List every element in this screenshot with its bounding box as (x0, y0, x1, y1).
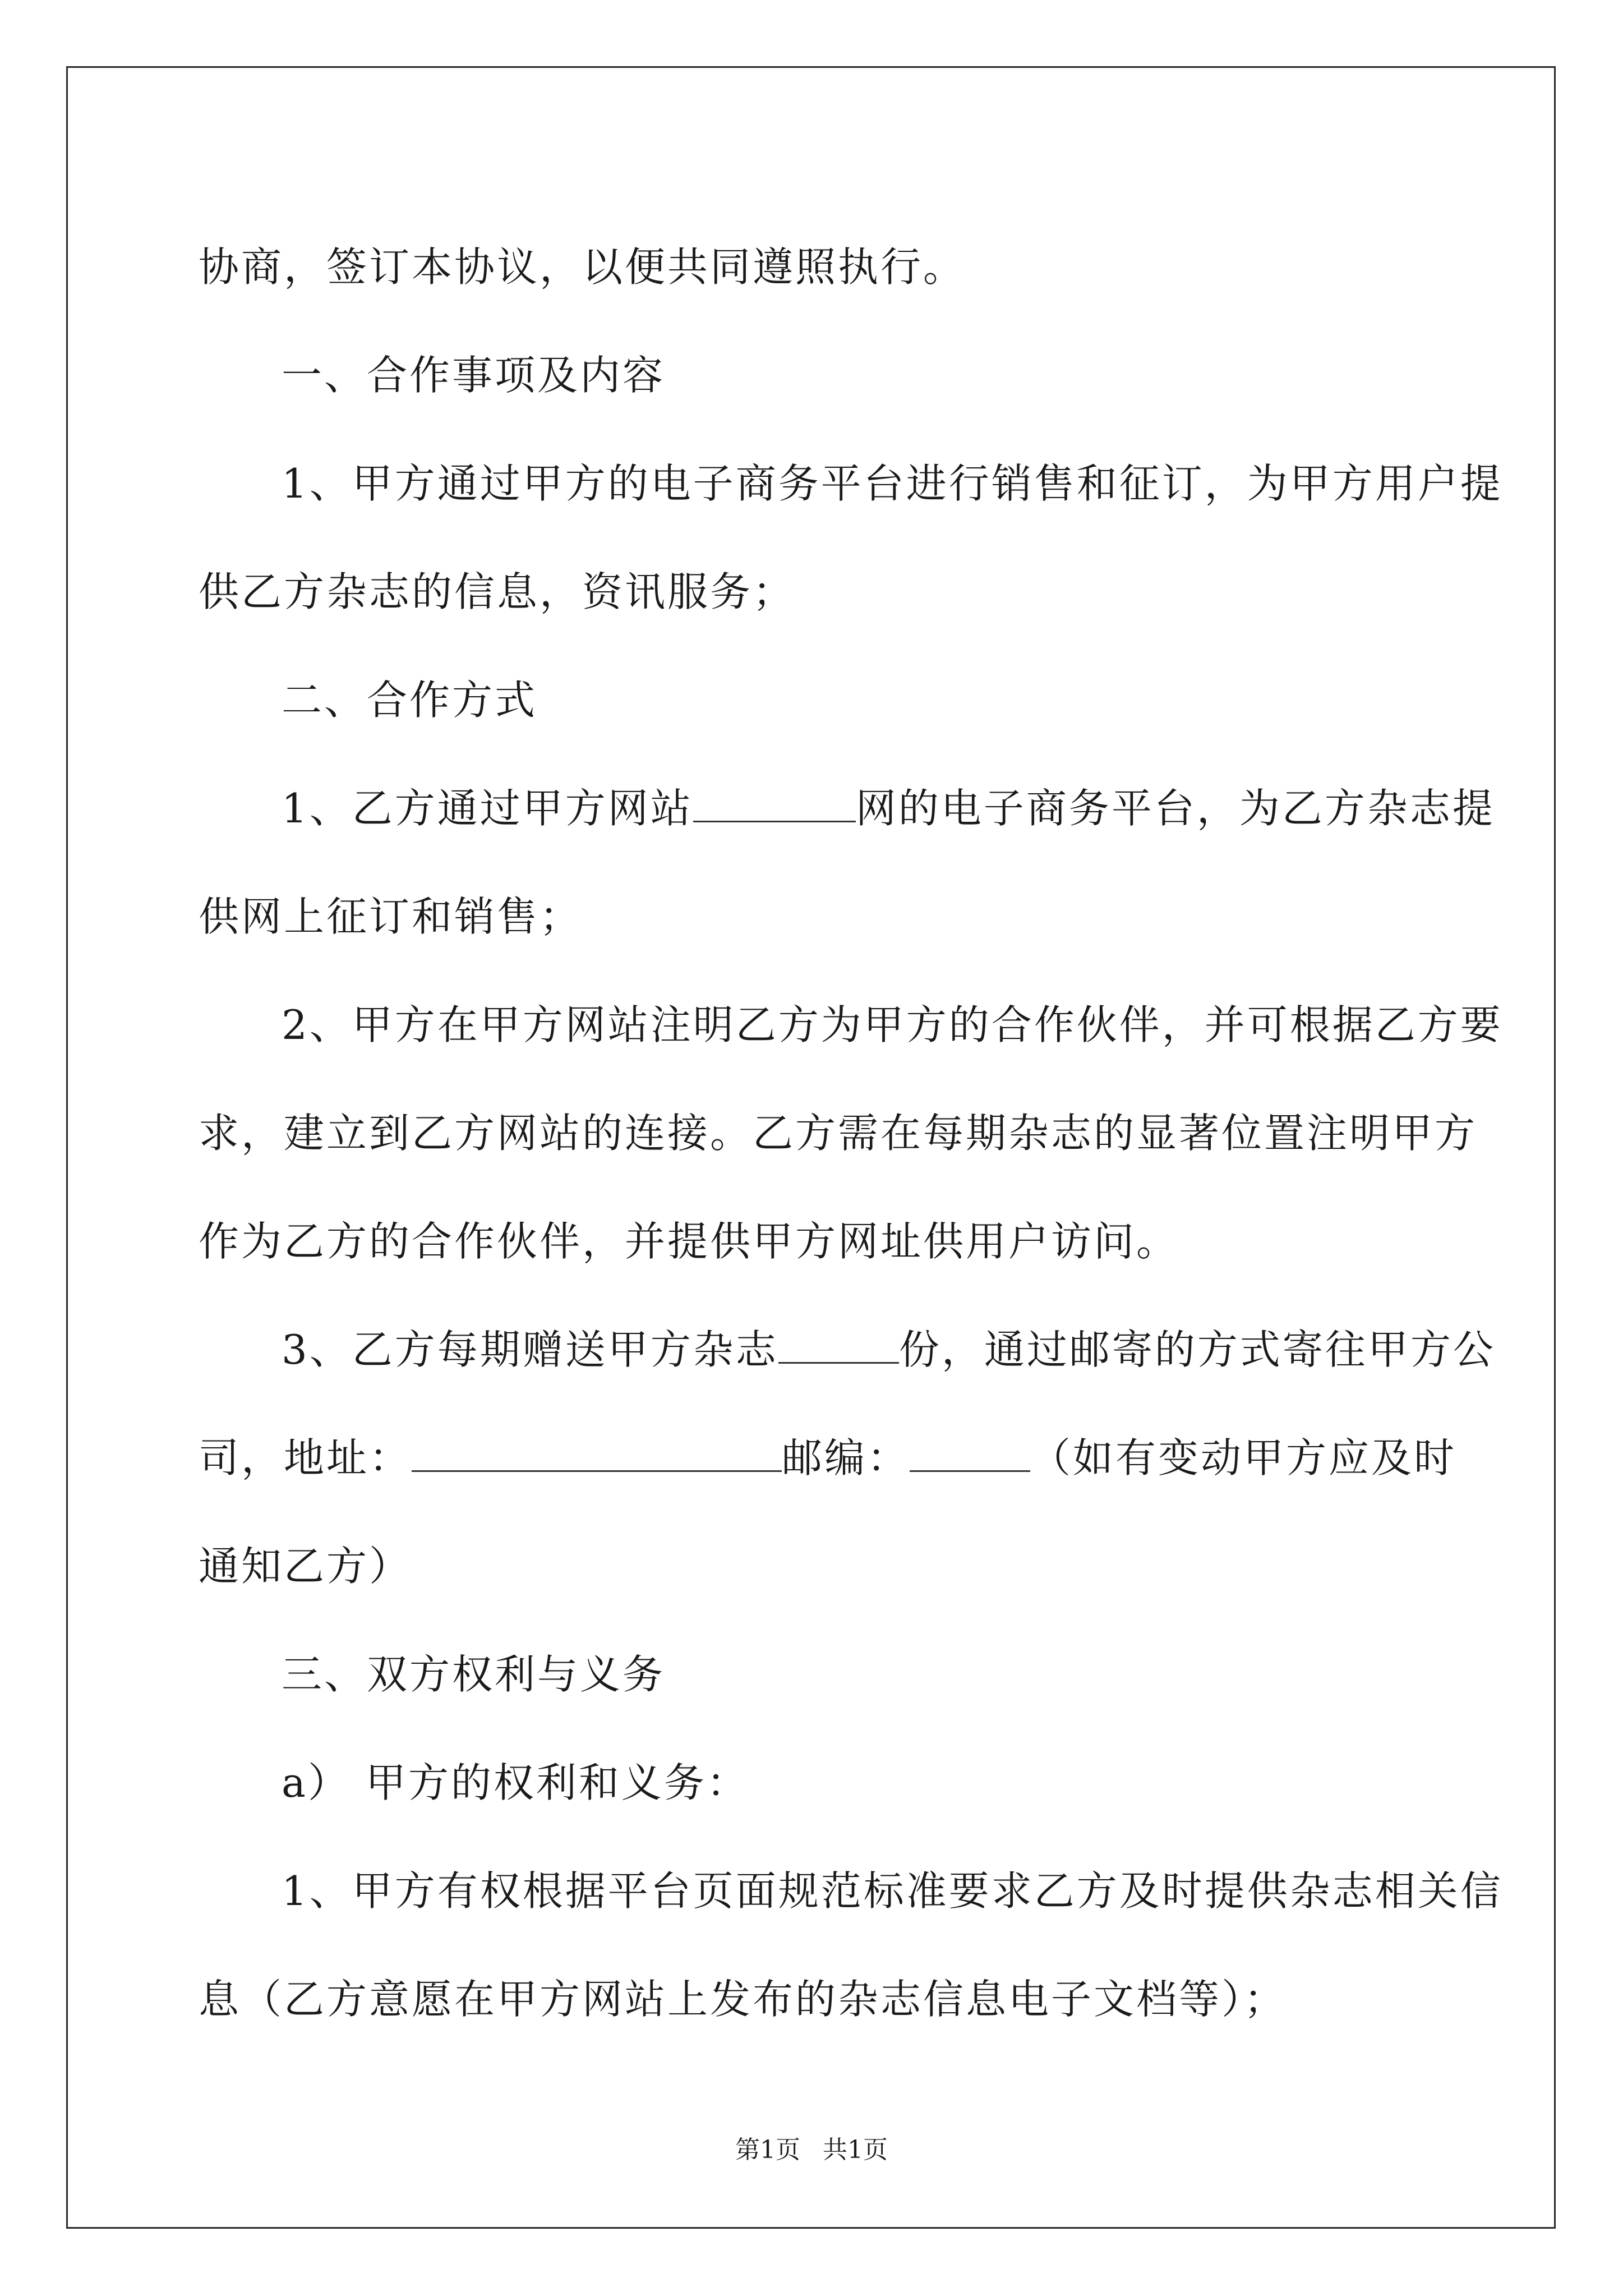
paragraph-text: 司，地址： (199, 1434, 412, 1481)
blank-address-field (412, 1437, 782, 1472)
paragraph (199, 1404, 1457, 1512)
paragraph-text: 3、乙方每期赠送甲方杂志 (282, 1326, 778, 1373)
paragraph: 1、甲方有权根据平台页面规范标准要求乙方及时提供杂志相关信 (282, 1867, 1503, 1915)
paragraph-text: 1、乙方通过甲方网站 (282, 785, 693, 832)
paragraph: 2、甲方在甲方网站注明乙方为甲方的合作伙伴，并可根据乙方要 (282, 1001, 1503, 1048)
paragraph: 通知乙方） (199, 1543, 412, 1590)
paragraph (199, 754, 1495, 863)
paragraph (199, 1296, 1496, 1404)
page-number-total: 共1页 (823, 2136, 888, 2164)
paragraph: 息（乙方意愿在甲方网站上发布的杂志信息电子文档等）； (199, 1976, 1287, 2023)
paragraph-text: 份，通过邮寄的方式寄往甲方公 (898, 1326, 1496, 1373)
page-footer (0, 2129, 1623, 2165)
paragraph: 1、甲方通过甲方的电子商务平台进行销售和征订，为甲方用户提 (282, 460, 1503, 507)
section-heading: 三、双方权利与义务 (282, 1651, 666, 1698)
paragraph: 作为乙方的合作伙伴，并提供甲方网址供用户访问。 (199, 1218, 1179, 1265)
blank-website-field (693, 787, 856, 822)
subsection-heading: a） 甲方的权利和义务： (282, 1759, 749, 1806)
page-number-current: 第1页 (735, 2136, 800, 2164)
paragraph: 供网上征订和销售； (199, 893, 583, 940)
paragraph: 供乙方杂志的信息，资讯服务； (199, 568, 796, 615)
paragraph-text: 邮编： (782, 1434, 910, 1481)
document-body (199, 213, 1503, 2054)
blank-copies-field (778, 1328, 899, 1364)
paragraph-text: （如有变动甲方应及时 (1030, 1434, 1457, 1481)
paragraph-text: 网的电子商务平台，为乙方杂志提 (855, 785, 1495, 832)
blank-postcode-field (910, 1437, 1030, 1472)
section-heading: 一、合作事项及内容 (282, 352, 666, 399)
paragraph: 求，建立到乙方网站的连接。乙方需在每期杂志的显著位置注明甲方 (199, 1110, 1478, 1157)
section-heading: 二、合作方式 (282, 677, 538, 724)
paragraph: 协商，签订本协议，以便共同遵照执行。 (199, 243, 966, 291)
